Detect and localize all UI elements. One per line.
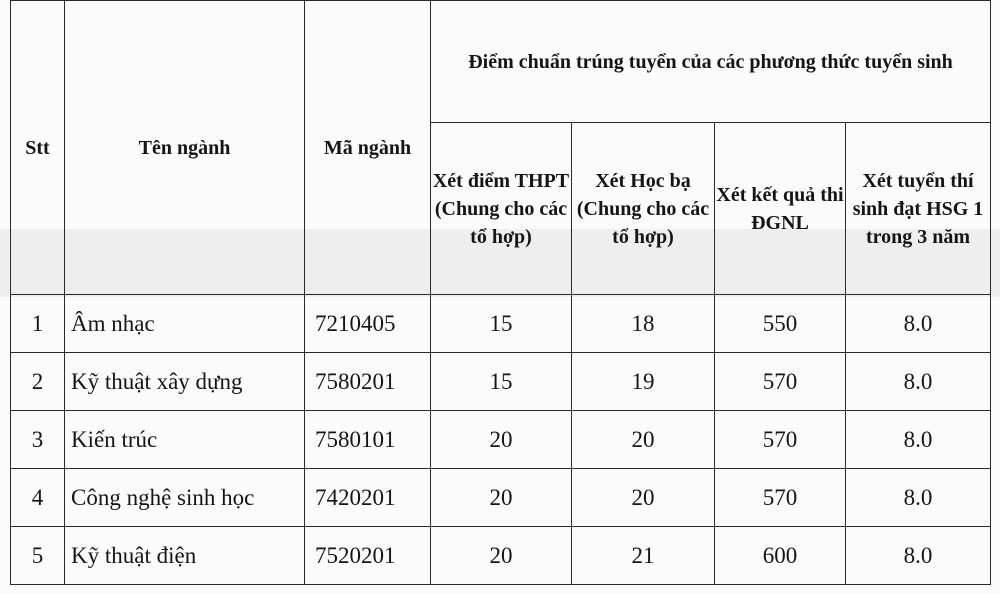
cell-dgnl: 570 bbox=[715, 469, 846, 527]
header-method-dgnl: Xét kết quả thi ĐGNL bbox=[715, 123, 846, 295]
table-row bbox=[11, 353, 991, 411]
cell-hsg: 8.0 bbox=[846, 353, 991, 411]
cell-hsg: 8.0 bbox=[846, 411, 991, 469]
cell-ma-nganh: 7210405 bbox=[305, 295, 431, 353]
header-method-hocba: Xét Học bạ (Chung cho các tổ hợp) bbox=[572, 123, 715, 295]
cell-ten-nganh: Kiến trúc bbox=[65, 411, 305, 469]
header-ma-nganh: Mã ngành bbox=[305, 1, 431, 295]
header-diem-chuan-group: Điểm chuẩn trúng tuyển của các phương thức tuyển sinh bbox=[431, 1, 991, 123]
cell-stt: 3 bbox=[11, 411, 65, 469]
cell-dgnl: 600 bbox=[715, 527, 846, 585]
cell-ten-nganh: Kỹ thuật xây dựng bbox=[65, 353, 305, 411]
cell-ma-nganh: 7520201 bbox=[305, 527, 431, 585]
cell-hsg: 8.0 bbox=[846, 295, 991, 353]
cell-thpt: 15 bbox=[431, 295, 572, 353]
table-row bbox=[11, 527, 991, 585]
header-ten-nganh: Tên ngành bbox=[65, 1, 305, 295]
cell-hocba: 19 bbox=[572, 353, 715, 411]
cell-hsg: 8.0 bbox=[846, 469, 991, 527]
header-method-hsg: Xét tuyển thí sinh đạt HSG 1 trong 3 năm bbox=[846, 123, 991, 295]
cell-dgnl: 570 bbox=[715, 353, 846, 411]
cell-ten-nganh: Công nghệ sinh học bbox=[65, 469, 305, 527]
cell-hsg: 8.0 bbox=[846, 527, 991, 585]
header-method-thpt: Xét điểm THPT (Chung cho các tổ hợp) bbox=[431, 123, 572, 295]
table-row bbox=[11, 411, 991, 469]
cell-hocba: 20 bbox=[572, 469, 715, 527]
cell-ten-nganh: Kỹ thuật điện bbox=[65, 527, 305, 585]
cell-hocba: 20 bbox=[572, 411, 715, 469]
cell-ma-nganh: 7580101 bbox=[305, 411, 431, 469]
cell-dgnl: 550 bbox=[715, 295, 846, 353]
table-row bbox=[11, 295, 991, 353]
cell-thpt: 20 bbox=[431, 527, 572, 585]
cell-thpt: 15 bbox=[431, 353, 572, 411]
cell-stt: 2 bbox=[11, 353, 65, 411]
cell-ma-nganh: 7420201 bbox=[305, 469, 431, 527]
cell-ma-nganh: 7580201 bbox=[305, 353, 431, 411]
cell-stt: 4 bbox=[11, 469, 65, 527]
table-row bbox=[11, 469, 991, 527]
admission-scores-table bbox=[10, 0, 991, 585]
cell-thpt: 20 bbox=[431, 411, 572, 469]
cell-ten-nganh: Âm nhạc bbox=[65, 295, 305, 353]
cell-hocba: 21 bbox=[572, 527, 715, 585]
cell-hocba: 18 bbox=[572, 295, 715, 353]
cell-thpt: 20 bbox=[431, 469, 572, 527]
cell-stt: 1 bbox=[11, 295, 65, 353]
header-row bbox=[11, 1, 991, 123]
cell-stt: 5 bbox=[11, 527, 65, 585]
header-stt: Stt bbox=[11, 1, 65, 295]
cell-dgnl: 570 bbox=[715, 411, 846, 469]
